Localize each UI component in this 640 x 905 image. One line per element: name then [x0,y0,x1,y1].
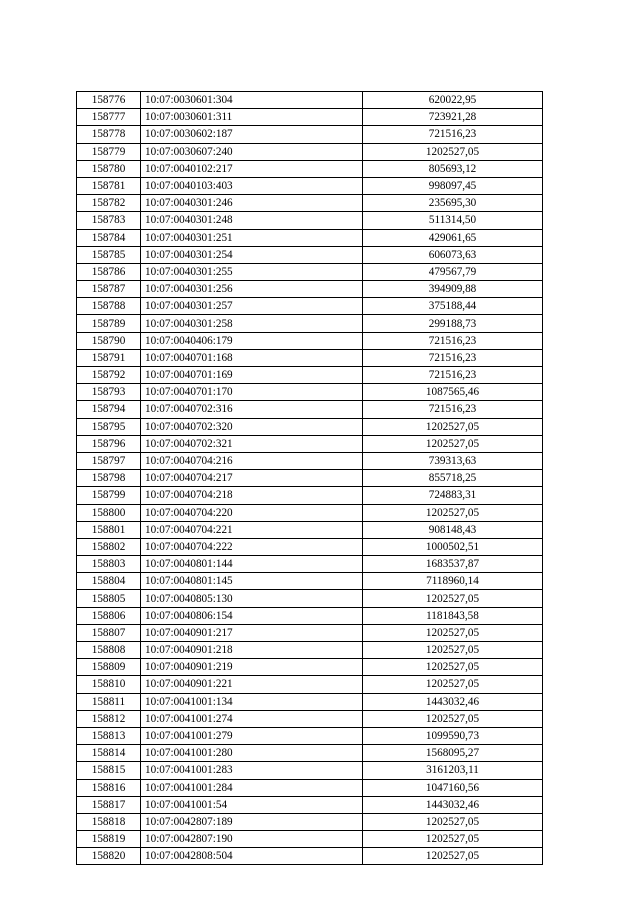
cadastral-number-cell: 10:07:0040301:248 [141,212,363,229]
table-row [77,504,543,521]
cadastral-number-cell: 10:07:0042808:504 [141,848,363,865]
value-cell: 375188,44 [363,298,543,315]
value-cell: 235695,30 [363,195,543,212]
row-number-cell: 158801 [77,521,141,538]
value-cell: 1202527,05 [363,659,543,676]
cadastral-number-cell: 10:07:0040301:257 [141,298,363,315]
row-number-cell: 158811 [77,693,141,710]
cadastral-number-cell: 10:07:0040406:179 [141,332,363,349]
value-cell: 724883,31 [363,487,543,504]
table-body [77,92,543,865]
row-number-cell: 158783 [77,212,141,229]
cadastral-number-cell: 10:07:0040901:218 [141,642,363,659]
row-number-cell: 158803 [77,556,141,573]
table-row [77,143,543,160]
row-number-cell: 158817 [77,796,141,813]
value-cell: 1683537,87 [363,556,543,573]
row-number-cell: 158810 [77,676,141,693]
row-number-cell: 158814 [77,745,141,762]
cadastral-number-cell: 10:07:0040301:258 [141,315,363,332]
row-number-cell: 158807 [77,624,141,641]
cadastral-number-cell: 10:07:0040901:219 [141,659,363,676]
table-row [77,452,543,469]
row-number-cell: 158819 [77,831,141,848]
table-row [77,796,543,813]
cadastral-number-cell: 10:07:0042807:190 [141,831,363,848]
cadastral-number-cell: 10:07:0040704:217 [141,470,363,487]
table-row [77,607,543,624]
row-number-cell: 158797 [77,452,141,469]
cadastral-number-cell: 10:07:0040301:251 [141,229,363,246]
row-number-cell: 158784 [77,229,141,246]
cadastral-number-cell: 10:07:0040702:316 [141,401,363,418]
value-cell: 721516,23 [363,401,543,418]
table-row [77,418,543,435]
value-cell: 908148,43 [363,521,543,538]
table-row [77,676,543,693]
row-number-cell: 158788 [77,298,141,315]
row-number-cell: 158816 [77,779,141,796]
cadastral-number-cell: 10:07:0040704:220 [141,504,363,521]
value-cell: 1202527,05 [363,590,543,607]
value-cell: 429061,65 [363,229,543,246]
cadastral-number-cell: 10:07:0041001:279 [141,727,363,744]
table-row [77,624,543,641]
table-row [77,745,543,762]
table-row [77,435,543,452]
row-number-cell: 158790 [77,332,141,349]
row-number-cell: 158794 [77,401,141,418]
cadastral-number-cell: 10:07:0040301:255 [141,263,363,280]
row-number-cell: 158793 [77,384,141,401]
table-row [77,92,543,109]
value-cell: 1202527,05 [363,624,543,641]
cadastral-number-cell: 10:07:0030601:311 [141,109,363,126]
value-cell: 1202527,05 [363,504,543,521]
value-cell: 606073,63 [363,246,543,263]
cadastral-number-cell: 10:07:0040901:217 [141,624,363,641]
cadastral-number-cell: 10:07:0040103:403 [141,177,363,194]
row-number-cell: 158812 [77,710,141,727]
value-cell: 394909,88 [363,281,543,298]
value-cell: 479567,79 [363,263,543,280]
table-row [77,126,543,143]
value-cell: 1202527,05 [363,642,543,659]
table-row [77,831,543,848]
row-number-cell: 158805 [77,590,141,607]
row-number-cell: 158806 [77,607,141,624]
value-cell: 721516,23 [363,332,543,349]
table-row [77,401,543,418]
table-row [77,779,543,796]
row-number-cell: 158781 [77,177,141,194]
value-cell: 3161203,11 [363,762,543,779]
table-row [77,246,543,263]
table-row [77,177,543,194]
value-cell: 1202527,05 [363,676,543,693]
row-number-cell: 158818 [77,813,141,830]
cadastral-number-cell: 10:07:0040301:256 [141,281,363,298]
table-row [77,556,543,573]
row-number-cell: 158777 [77,109,141,126]
table-row [77,642,543,659]
cadastral-number-cell: 10:07:0041001:284 [141,779,363,796]
table-row [77,160,543,177]
row-number-cell: 158780 [77,160,141,177]
value-cell: 1568095,27 [363,745,543,762]
table-row [77,367,543,384]
row-number-cell: 158795 [77,418,141,435]
table-row [77,659,543,676]
value-cell: 1087565,46 [363,384,543,401]
cadastral-number-cell: 10:07:0040806:154 [141,607,363,624]
row-number-cell: 158809 [77,659,141,676]
table-row [77,315,543,332]
row-number-cell: 158800 [77,504,141,521]
cadastral-number-cell: 10:07:0040801:144 [141,556,363,573]
table-row [77,693,543,710]
value-cell: 721516,23 [363,126,543,143]
table-row [77,813,543,830]
value-cell: 1443032,46 [363,693,543,710]
cadastral-number-cell: 10:07:0040702:321 [141,435,363,452]
row-number-cell: 158820 [77,848,141,865]
cadastral-number-cell: 10:07:0040704:222 [141,538,363,555]
value-cell: 1181843,58 [363,607,543,624]
value-cell: 1202527,05 [363,143,543,160]
table-row [77,848,543,865]
cadastral-number-cell: 10:07:0030602:187 [141,126,363,143]
row-number-cell: 158791 [77,349,141,366]
row-number-cell: 158792 [77,367,141,384]
row-number-cell: 158799 [77,487,141,504]
cadastral-number-cell: 10:07:0040701:168 [141,349,363,366]
value-cell: 1202527,05 [363,710,543,727]
table-row [77,298,543,315]
row-number-cell: 158802 [77,538,141,555]
table-row [77,590,543,607]
row-number-cell: 158776 [77,92,141,109]
value-cell: 1099590,73 [363,727,543,744]
cadastral-number-cell: 10:07:0041001:280 [141,745,363,762]
table-row [77,470,543,487]
row-number-cell: 158782 [77,195,141,212]
value-cell: 1202527,05 [363,435,543,452]
value-cell: 721516,23 [363,367,543,384]
cadastral-number-cell: 10:07:0040704:221 [141,521,363,538]
row-number-cell: 158796 [77,435,141,452]
value-cell: 723921,28 [363,109,543,126]
cadastral-number-cell: 10:07:0040701:169 [141,367,363,384]
row-number-cell: 158798 [77,470,141,487]
cadastral-number-cell: 10:07:0040704:216 [141,452,363,469]
value-cell: 1443032,46 [363,796,543,813]
table-row [77,263,543,280]
row-number-cell: 158804 [77,573,141,590]
cadastral-number-cell: 10:07:0040801:145 [141,573,363,590]
cadastral-number-cell: 10:07:0040901:221 [141,676,363,693]
value-cell: 1202527,05 [363,418,543,435]
value-cell: 1000502,51 [363,538,543,555]
table-row [77,538,543,555]
row-number-cell: 158815 [77,762,141,779]
cadastral-number-cell: 10:07:0041001:274 [141,710,363,727]
cadastral-number-cell: 10:07:0041001:134 [141,693,363,710]
row-number-cell: 158808 [77,642,141,659]
table-row [77,195,543,212]
table-row [77,762,543,779]
row-number-cell: 158787 [77,281,141,298]
value-cell: 7118960,14 [363,573,543,590]
value-cell: 1202527,05 [363,831,543,848]
value-cell: 620022,95 [363,92,543,109]
cadastral-number-cell: 10:07:0041001:54 [141,796,363,813]
table-row [77,109,543,126]
cadastral-number-cell: 10:07:0040701:170 [141,384,363,401]
table-row [77,384,543,401]
value-cell: 511314,50 [363,212,543,229]
value-cell: 1047160,56 [363,779,543,796]
row-number-cell: 158786 [77,263,141,280]
row-number-cell: 158779 [77,143,141,160]
cadastral-number-cell: 10:07:0030607:240 [141,143,363,160]
row-number-cell: 158778 [77,126,141,143]
value-cell: 855718,25 [363,470,543,487]
table-row [77,521,543,538]
value-cell: 805693,12 [363,160,543,177]
table-row [77,727,543,744]
cadastral-number-cell: 10:07:0040702:320 [141,418,363,435]
value-cell: 739313,63 [363,452,543,469]
table-row [77,573,543,590]
data-table [76,91,543,865]
table-row [77,332,543,349]
cadastral-number-cell: 10:07:0040301:254 [141,246,363,263]
table-row [77,710,543,727]
value-cell: 998097,45 [363,177,543,194]
cadastral-number-cell: 10:07:0040704:218 [141,487,363,504]
cadastral-number-cell: 10:07:0040102:217 [141,160,363,177]
value-cell: 1202527,05 [363,848,543,865]
table-row [77,229,543,246]
row-number-cell: 158789 [77,315,141,332]
value-cell: 1202527,05 [363,813,543,830]
table-row [77,281,543,298]
table-row [77,212,543,229]
cadastral-number-cell: 10:07:0042807:189 [141,813,363,830]
cadastral-number-cell: 10:07:0040301:246 [141,195,363,212]
value-cell: 299188,73 [363,315,543,332]
row-number-cell: 158813 [77,727,141,744]
cadastral-number-cell: 10:07:0041001:283 [141,762,363,779]
cadastral-number-cell: 10:07:0030601:304 [141,92,363,109]
table-row [77,487,543,504]
table-row [77,349,543,366]
row-number-cell: 158785 [77,246,141,263]
cadastral-number-cell: 10:07:0040805:130 [141,590,363,607]
value-cell: 721516,23 [363,349,543,366]
